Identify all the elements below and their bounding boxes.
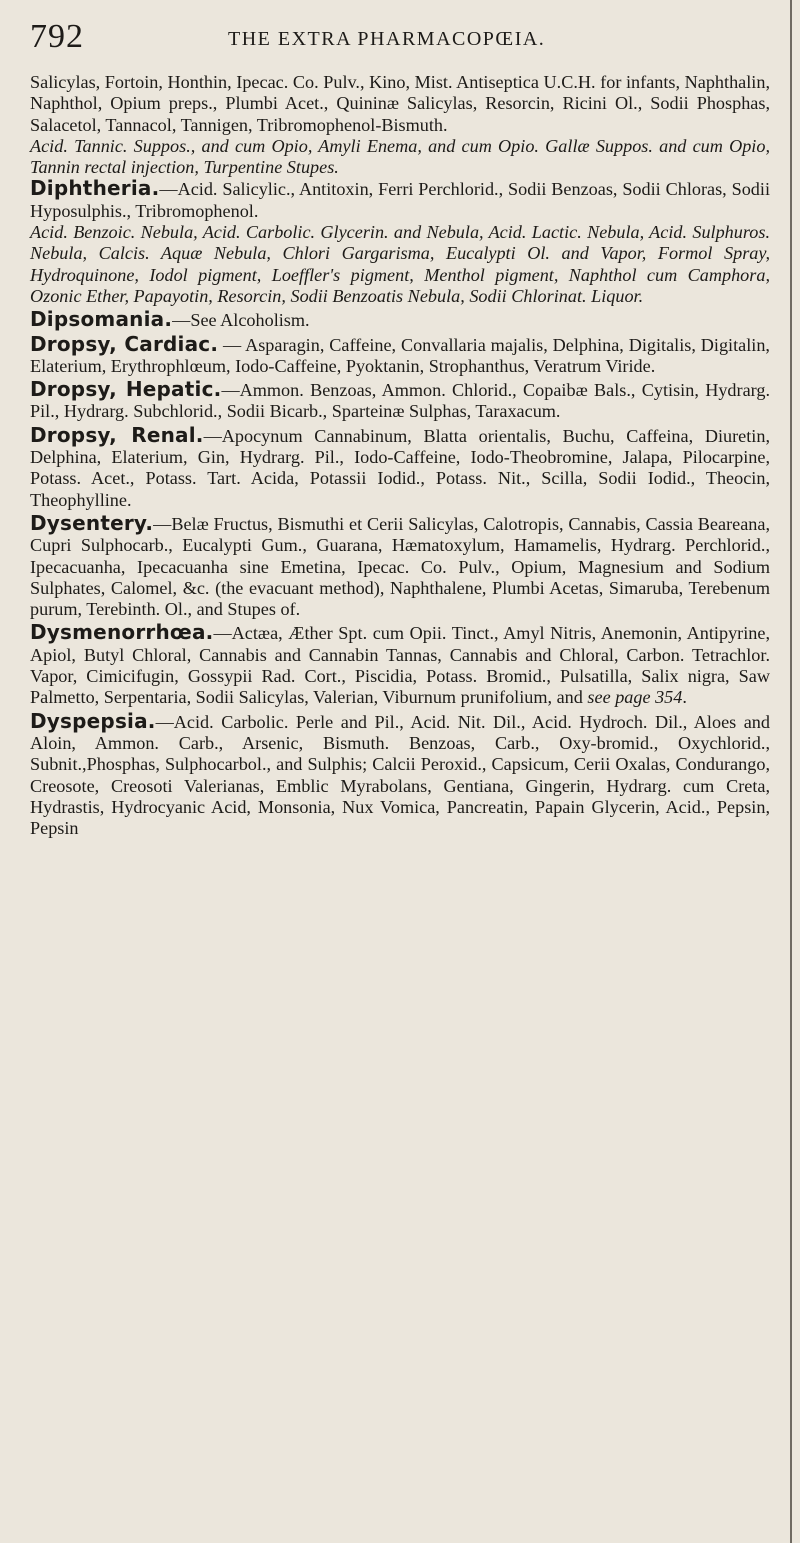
entry-drugs-end: . bbox=[682, 687, 687, 708]
entry-drugs: —Acid. Carbolic. Perle and Pil., Acid. Nit. Dil., Acid. Hydroch. Dil., Aloes and Aloin, Ammon. Carb., Arsenic, Bismuth. Benzoas, Carb., Oxy-bromid., Oxychlorid., Subnit.,Phosphas, Sulphocarbol., and Sulphis; Calcii Peroxid., Capsicum, Cerii Oxalas, Condurango, Creosote, Creosoti Valerianas, Emblic Myrabolans, Gentiana, Gingerin, Hydrarg. cum Creta, Hydrastis, Hydrocyanic Acid, Monsonia, Nux Vomica, Pancreatin, Papain Glycerin, Acid., Pepsin, Pepsin bbox=[30, 711, 770, 839]
entry-drugs: —See Alcoholism. bbox=[172, 310, 310, 331]
book-title: THE EXTRA PHARMACOPŒIA. bbox=[228, 28, 546, 50]
entry-diphtheria bbox=[30, 178, 770, 307]
entry-dipsomania bbox=[30, 309, 770, 331]
continued-preparations: Acid. Tannic. Suppos., and cum Opio, Amyli Enema, and cum Opio. Gallæ Suppos. and cum Opio, Tannin rectal injection, Turpentine Stupes. bbox=[30, 135, 770, 178]
entry-preparations: Acid. Benzoic. Nebula, Acid. Carbolic. Glycerin. and Nebula, Acid. Lactic. Nebula, Acid. Sulphuros. Nebula, Calcis. Aquæ Nebula, Chlori Gargarisma, Eucalypti Ol. and Vapor, Formol Spray, Hydroquinone, Iodol pigment, Loeffler's pigment, Menthol pigment, Naphthol cum Camphora, Ozonic Ether, Papayotin, Resorcin, Sodii Benzoatis Nebula, Sodii Chlorinat. Liquor. bbox=[30, 222, 770, 306]
entry-dropsy-hepatic bbox=[30, 379, 770, 423]
entry-heading: Dysmenorrhœa. bbox=[30, 620, 214, 645]
entry-drugs: —Apocynum Cannabinum, Blatta orientalis, Buchu, Caffeina, Diuretin, Delphina, Elaterium, Gin, Hydrarg. Pil., Iodo-Caffeine, Iodo-Theobromine, Jalapa, Pilocarpine, Potass. Acet., Potass. Tart. Acida, Potassii Iodid., Potass. Nit., Scilla, Sodii Iodid., Theocin, Theophylline. bbox=[30, 425, 770, 510]
see-page-reference: see page 354 bbox=[587, 687, 683, 708]
entry-heading: Dropsy, Cardiac. bbox=[30, 331, 219, 356]
page-number: 792 bbox=[30, 18, 84, 55]
entry-heading: Dropsy, Renal. bbox=[30, 422, 204, 447]
entry-heading: Dipsomania. bbox=[30, 307, 173, 332]
entry-heading: Dyspepsia. bbox=[30, 708, 156, 733]
continued-entry bbox=[30, 72, 770, 178]
entry-dysentery bbox=[30, 510, 770, 620]
entry-dysmenorrhoea bbox=[30, 622, 770, 708]
entry-drugs: — Asparagin, Caffeine, Convallaria majalis, Delphina, Digitalis, Digitalin, Elaterium, Erythrophlœum, Iodo-Caffeine, Pyoktanin, Strophanthus, Veratrum Viride. bbox=[30, 334, 770, 376]
running-head bbox=[30, 18, 770, 58]
entry-drugs: —Acid. Salicylic., Antitoxin, Ferri Perchlorid., Sodii Benzoas, Sodii Chloras, Sodii Hyposulphis., Tribromophenol. bbox=[30, 179, 770, 221]
entry-drugs: —Actæa, Æther Spt. cum Opii. Tinct., Amyl Nitris, Anemonin, Antipyrine, Apiol, Butyl Chloral, Cannabis and Cannabin Tannas, Cannabis and Chloral, Carbon. Tetrachlor. Vapor, Cimicifugin, Gossypii Rad. Cort., Piscidia, Potass. Bromid., Pulsatilla, Salix nigra, Saw Palmetto, Serpentaria, Sodii Salicylas, Valerian, Viburnum prunifolium, and bbox=[30, 623, 770, 708]
entry-dropsy-cardiac bbox=[30, 331, 770, 378]
entry-heading: Dysentery. bbox=[30, 510, 154, 535]
entry-drugs: —Belæ Fructus, Bismuthi et Cerii Salicylas, Calotropis, Cannabis, Cassia Beareana, Cupri Sulphocarb., Eucalypti Gum., Guarana, Hæmatoxylum, Hamamelis, Hydrarg. Perchlorid., Ipecacuanha, Ipecacuanha sine Emetina, Ipecac. Co. Pulv., Opium, Magnesium and Sodium Sulphates, Calomel, &c. (the evacuant method), Naphthalene, Plumbi Acetas, Simaruba, Terebenum purum, Terebinth. Ol., and Stupes of. bbox=[30, 513, 770, 620]
entry-dyspepsia bbox=[30, 708, 770, 840]
entry-heading: Dropsy, Hepatic. bbox=[30, 377, 222, 402]
entry-dropsy-renal bbox=[30, 422, 770, 511]
page-edge-line bbox=[790, 0, 792, 1543]
entry-heading: Diphtheria. bbox=[30, 176, 160, 201]
entry-drugs: —Ammon. Benzoas, Ammon. Chlorid., Copaibæ Bals., Cytisin, Hydrarg. Pil., Hydrarg. Subchlorid., Sodii Bicarb., Sparteinæ Sulphas, Taraxacum. bbox=[30, 380, 771, 422]
continued-drug-list: Salicylas, Fortoin, Honthin, Ipecac. Co. Pulv., Kino, Mist. Antiseptica U.C.H. for infants, Naphthalin, Naphthol, Opium preps., Plumbi Acet., Quininæ Salicylas, Resorcin, Ricini Ol., Sodii Phosphas, Salacetol, Tannacol, Tannigen, Tribromophenol-Bismuth. bbox=[30, 72, 770, 135]
